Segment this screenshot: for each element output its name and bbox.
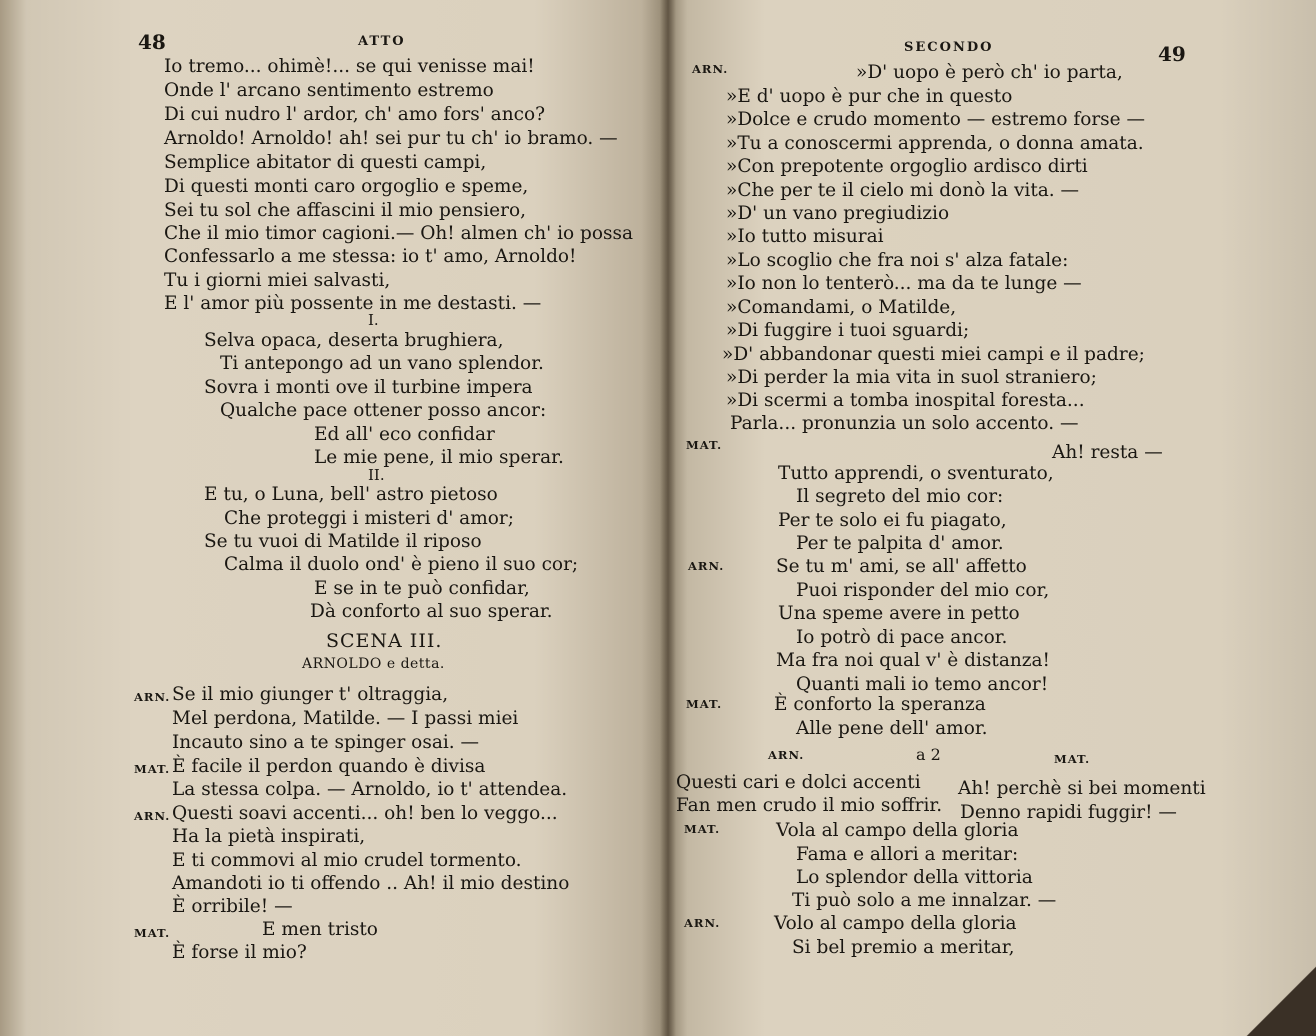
verse-line: »Dolce e crudo momento — estremo forse — xyxy=(726,109,1146,130)
speaker-label: ARN. xyxy=(688,559,725,573)
book-gutter xyxy=(660,0,676,1036)
verse-line: Ed all' eco confidar xyxy=(314,424,495,445)
running-header: SECONDO xyxy=(904,40,994,55)
verse-line: Alle pene dell' amor. xyxy=(796,718,988,739)
speaker-label: ARN. xyxy=(134,690,171,704)
verse-line: Ti può solo a me innalzar. — xyxy=(792,890,1057,911)
verse-line: Tu i giorni miei salvasti, xyxy=(164,270,391,291)
verse-line: Una speme avere in petto xyxy=(778,603,1020,624)
verse-line: »Lo scoglio che fra noi s' alza fatale: xyxy=(726,250,1069,271)
verse-line: Confessarlo a me stessa: io t' amo, Arnoldo! xyxy=(164,246,577,267)
verse-line: Selva opaca, deserta brughiera, xyxy=(204,330,504,351)
speaker-label: ARN. xyxy=(134,809,171,823)
verse-line: È forse il mio? xyxy=(172,942,307,963)
verse-line: Incauto sino a te spinger osai. — xyxy=(172,732,480,753)
speaker-label: MAT. xyxy=(134,926,171,940)
verse-line: Se tu m' ami, se all' affetto xyxy=(776,556,1027,577)
verse-line: Io tremo... ohimè!... se qui venisse mai! xyxy=(164,56,535,77)
verse-line: »Di scermi a tomba inospital foresta... xyxy=(726,390,1085,411)
verse-line: Ma fra noi qual v' è distanza! xyxy=(776,650,1050,671)
verse-line: »Che per te il cielo mi donò la vita. — xyxy=(726,180,1080,201)
verse-line: »Io tutto misurai xyxy=(726,226,884,247)
verse-line: Semplice abitator di questi campi, xyxy=(164,152,487,173)
speaker-label: MAT. xyxy=(1054,752,1091,766)
verse-line: »E d' uopo è pur che in questo xyxy=(726,86,1013,107)
page-number: 49 xyxy=(1158,42,1186,66)
verse-line: »D' uopo è però ch' io parta, xyxy=(856,62,1123,83)
verse-line: E men tristo xyxy=(262,919,378,940)
verse-line: Di questi monti caro orgoglio e speme, xyxy=(164,176,529,197)
stanza-number: II. xyxy=(368,466,385,484)
verse-line: Questi cari e dolci accenti xyxy=(676,772,921,793)
verse-line: È conforto la speranza xyxy=(774,694,986,715)
running-header: ATTO xyxy=(358,34,406,49)
stanza-number: I. xyxy=(368,311,379,329)
verse-line: Questi soavi accenti... oh! ben lo veggo... xyxy=(172,803,558,824)
verse-line: Sei tu sol che affascini il mio pensiero, xyxy=(164,200,526,221)
speaker-label: MAT. xyxy=(686,697,723,711)
verse-line: »Comandami, o Matilde, xyxy=(726,297,957,318)
verse-line: Io potrò di pace ancor. xyxy=(796,627,1008,648)
verse-line: Le mie pene, il mio sperar. xyxy=(314,447,564,468)
verse-line: E ti commovi al mio crudel tormento. xyxy=(172,850,522,871)
verse-line: Quanti mali io temo ancor! xyxy=(796,674,1049,695)
verse-line: Ha la pietà inspirati, xyxy=(172,826,366,847)
verse-line: Per te palpita d' amor. xyxy=(796,533,1004,554)
verse-line: Denno rapidi fuggir! — xyxy=(960,802,1177,823)
verse-line: Che il mio timor cagioni.— Oh! almen ch' io possa xyxy=(164,223,634,244)
verse-line: Ah! perchè si bei momenti xyxy=(958,778,1206,799)
verse-line: Vola al campo della gloria xyxy=(776,820,1019,841)
verse-line: »Io non lo tenterò... ma da te lunge — xyxy=(726,273,1082,294)
verse-line: Amandoti io ti offendo .. Ah! il mio destino xyxy=(172,873,570,894)
verse-line: È orribile! — xyxy=(172,896,293,917)
verse-line: Parla... pronunzia un solo accento. — xyxy=(730,413,1079,434)
verse-line: Onde l' arcano sentimento estremo xyxy=(164,80,494,101)
verse-line: La stessa colpa. — Arnoldo, io t' attendea. xyxy=(172,779,568,800)
verse-line: Lo splendor della vittoria xyxy=(796,867,1033,888)
verse-line: »Di perder la mia vita in suol straniero; xyxy=(726,367,1097,388)
verse-line: »Con prepotente orgoglio ardisco dirti xyxy=(726,156,1088,177)
verse-line: »Tu a conoscermi apprenda, o donna amata. xyxy=(726,133,1144,154)
verse-line: Che proteggi i misteri d' amor; xyxy=(224,508,514,529)
speaker-label: ARN. xyxy=(692,62,729,76)
verse-line: Se tu vuoi di Matilde il riposo xyxy=(204,531,482,552)
speaker-label: MAT. xyxy=(134,762,171,776)
verse-line: Per te solo ei fu piagato, xyxy=(778,510,1007,531)
verse-line: Fama e allori a meritar: xyxy=(796,844,1019,865)
verse-line: »D' abbandonar questi miei campi e il padre; xyxy=(722,344,1145,365)
speaker-label: ARN. xyxy=(768,748,805,762)
verse-line: E tu, o Luna, bell' astro pietoso xyxy=(204,484,498,505)
verse-line: Puoi risponder del mio cor, xyxy=(796,580,1050,601)
verse-line: Mel perdona, Matilde. — I passi miei xyxy=(172,708,519,729)
scene-characters: ARNOLDO e detta. xyxy=(302,656,445,672)
scene-heading: SCENA III. xyxy=(326,630,443,652)
page-corner-curl xyxy=(1246,966,1316,1036)
verse-line: Ah! resta — xyxy=(1052,442,1163,463)
verse-line: »Di fuggire i tuoi sguardi; xyxy=(726,320,970,341)
verse-line: Tutto apprendi, o sventurato, xyxy=(778,463,1054,484)
speaker-label: MAT. xyxy=(684,822,721,836)
page-number: 48 xyxy=(138,30,166,54)
speaker-label: ARN. xyxy=(684,916,721,930)
speaker-label: MAT. xyxy=(686,438,723,452)
verse-line: Volo al campo della gloria xyxy=(774,913,1017,934)
verse-line: E l' amor più possente in me destasti. — xyxy=(164,293,542,314)
verse-line: »D' un vano pregiudizio xyxy=(726,203,950,224)
verse-line: Si bel premio a meritar, xyxy=(792,937,1015,958)
verse-line: Dà conforto al suo sperar. xyxy=(310,601,553,622)
verse-line: Arnoldo! Arnoldo! ah! sei pur tu ch' io bramo. — xyxy=(164,128,618,149)
verse-line: È facile il perdon quando è divisa xyxy=(172,756,486,777)
verse-line: Qualche pace ottener posso ancor: xyxy=(220,400,547,421)
duet-marker: a 2 xyxy=(916,745,941,764)
verse-line: Di cui nudro l' ardor, ch' amo fors' anco? xyxy=(164,104,546,125)
verse-line: Ti antepongo ad un vano splendor. xyxy=(220,353,544,374)
verse-line: E se in te può confidar, xyxy=(314,578,530,599)
verse-line: Fan men crudo il mio soffrir. xyxy=(676,795,943,816)
verse-line: Calma il duolo ond' è pieno il suo cor; xyxy=(224,554,579,575)
verse-line: Sovra i monti ove il turbine impera xyxy=(204,377,533,398)
right-page xyxy=(668,0,1316,1036)
verse-line: Se il mio giunger t' oltraggia, xyxy=(172,684,449,705)
verse-line: Il segreto del mio cor: xyxy=(796,486,1004,507)
